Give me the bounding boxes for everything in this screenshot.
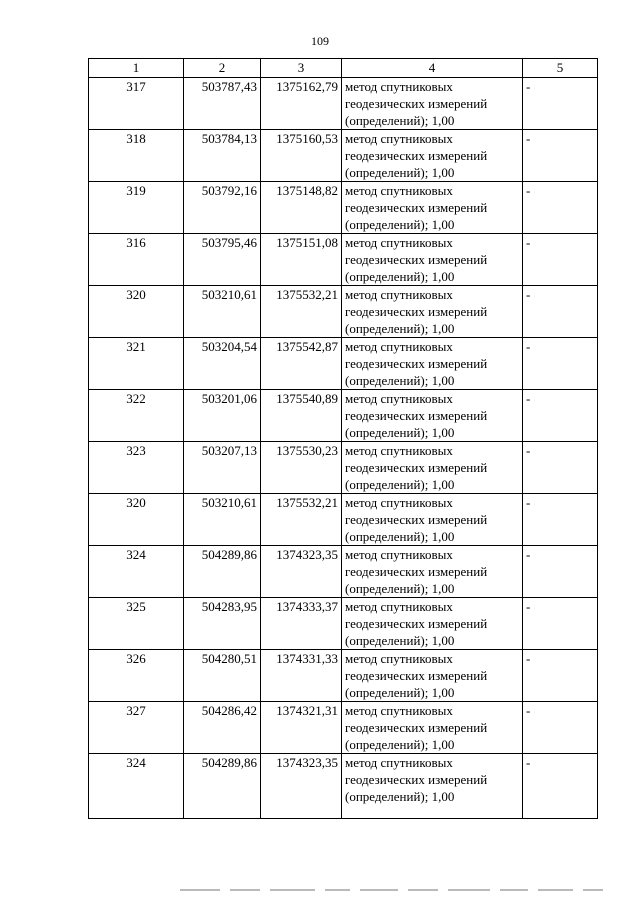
note-cell: -: [523, 494, 598, 546]
x-coordinate-cell: 503795,46: [184, 234, 261, 286]
method-accuracy-cell: метод спутниковых геодезических измерений (определений); 1,00: [342, 494, 523, 546]
note-cell: -: [523, 182, 598, 234]
x-coordinate-cell: 504283,95: [184, 598, 261, 650]
scan-artifact-marks: [180, 886, 620, 894]
table-row: [89, 338, 598, 390]
table-row: [89, 182, 598, 234]
point-number-cell: 317: [89, 78, 184, 130]
method-accuracy-cell: метод спутниковых геодезических измерений (определений); 1,00: [342, 546, 523, 598]
table-row: [89, 598, 598, 650]
x-coordinate-cell: 503792,16: [184, 182, 261, 234]
note-cell: -: [523, 286, 598, 338]
note-cell: -: [523, 390, 598, 442]
y-coordinate-cell: 1375532,21: [261, 494, 342, 546]
note-cell: -: [523, 338, 598, 390]
point-number-cell: 327: [89, 702, 184, 754]
table-row: [89, 442, 598, 494]
column-header: 2: [184, 59, 261, 78]
method-accuracy-cell: метод спутниковых геодезических измерений (определений); 1,00: [342, 78, 523, 130]
table-row: [89, 78, 598, 130]
x-coordinate-cell: 503204,54: [184, 338, 261, 390]
y-coordinate-cell: 1374323,35: [261, 754, 342, 819]
table-header-row: [89, 59, 598, 78]
method-accuracy-cell: метод спутниковых геодезических измерений (определений); 1,00: [342, 338, 523, 390]
y-coordinate-cell: 1374323,35: [261, 546, 342, 598]
point-number-cell: 325: [89, 598, 184, 650]
note-cell: -: [523, 546, 598, 598]
note-cell: -: [523, 234, 598, 286]
x-coordinate-cell: 503207,13: [184, 442, 261, 494]
point-number-cell: 318: [89, 130, 184, 182]
point-number-cell: 322: [89, 390, 184, 442]
method-accuracy-cell: метод спутниковых геодезических измерений (определений); 1,00: [342, 234, 523, 286]
y-coordinate-cell: 1375148,82: [261, 182, 342, 234]
method-accuracy-cell: метод спутниковых геодезических измерений (определений); 1,00: [342, 702, 523, 754]
y-coordinate-cell: 1375542,87: [261, 338, 342, 390]
x-coordinate-cell: 503210,61: [184, 286, 261, 338]
method-accuracy-cell: метод спутниковых геодезических измерений (определений); 1,00: [342, 182, 523, 234]
table-row: [89, 286, 598, 338]
point-number-cell: 321: [89, 338, 184, 390]
x-coordinate-cell: 504286,42: [184, 702, 261, 754]
point-number-cell: 324: [89, 754, 184, 819]
column-header: 4: [342, 59, 523, 78]
method-accuracy-cell: метод спутниковых геодезических измерений (определений); 1,00: [342, 442, 523, 494]
note-cell: -: [523, 442, 598, 494]
y-coordinate-cell: 1374331,33: [261, 650, 342, 702]
note-cell: -: [523, 130, 598, 182]
table-row: [89, 390, 598, 442]
method-accuracy-cell: метод спутниковых геодезических измерений (определений); 1,00: [342, 390, 523, 442]
column-header: 3: [261, 59, 342, 78]
table-row: [89, 130, 598, 182]
coordinates-table: [88, 58, 598, 819]
column-header: 1: [89, 59, 184, 78]
point-number-cell: 316: [89, 234, 184, 286]
x-coordinate-cell: 504289,86: [184, 754, 261, 819]
column-header: 5: [523, 59, 598, 78]
point-number-cell: 320: [89, 286, 184, 338]
note-cell: -: [523, 754, 598, 819]
point-number-cell: 319: [89, 182, 184, 234]
table-row: [89, 702, 598, 754]
method-accuracy-cell: метод спутниковых геодезических измерений (определений); 1,00: [342, 130, 523, 182]
y-coordinate-cell: 1375151,08: [261, 234, 342, 286]
table-row: [89, 494, 598, 546]
page-number: 109: [311, 34, 329, 48]
y-coordinate-cell: 1374321,31: [261, 702, 342, 754]
x-coordinate-cell: 504289,86: [184, 546, 261, 598]
y-coordinate-cell: 1375532,21: [261, 286, 342, 338]
method-accuracy-cell: метод спутниковых геодезических измерений (определений); 1,00: [342, 598, 523, 650]
method-accuracy-cell: метод спутниковых геодезических измерений (определений); 1,00: [342, 650, 523, 702]
method-accuracy-cell: метод спутниковых геодезических измерений (определений); 1,00: [342, 754, 523, 819]
y-coordinate-cell: 1375540,89: [261, 390, 342, 442]
note-cell: -: [523, 598, 598, 650]
x-coordinate-cell: 503787,43: [184, 78, 261, 130]
x-coordinate-cell: 503784,13: [184, 130, 261, 182]
point-number-cell: 320: [89, 494, 184, 546]
y-coordinate-cell: 1375162,79: [261, 78, 342, 130]
point-number-cell: 326: [89, 650, 184, 702]
note-cell: -: [523, 702, 598, 754]
table-row: [89, 546, 598, 598]
table-row: [89, 234, 598, 286]
point-number-cell: 323: [89, 442, 184, 494]
y-coordinate-cell: 1375160,53: [261, 130, 342, 182]
note-cell: -: [523, 650, 598, 702]
x-coordinate-cell: 503210,61: [184, 494, 261, 546]
table-row: [89, 754, 598, 819]
point-number-cell: 324: [89, 546, 184, 598]
x-coordinate-cell: 504280,51: [184, 650, 261, 702]
note-cell: -: [523, 78, 598, 130]
table-row: [89, 650, 598, 702]
y-coordinate-cell: 1374333,37: [261, 598, 342, 650]
method-accuracy-cell: метод спутниковых геодезических измерений (определений); 1,00: [342, 286, 523, 338]
x-coordinate-cell: 503201,06: [184, 390, 261, 442]
y-coordinate-cell: 1375530,23: [261, 442, 342, 494]
